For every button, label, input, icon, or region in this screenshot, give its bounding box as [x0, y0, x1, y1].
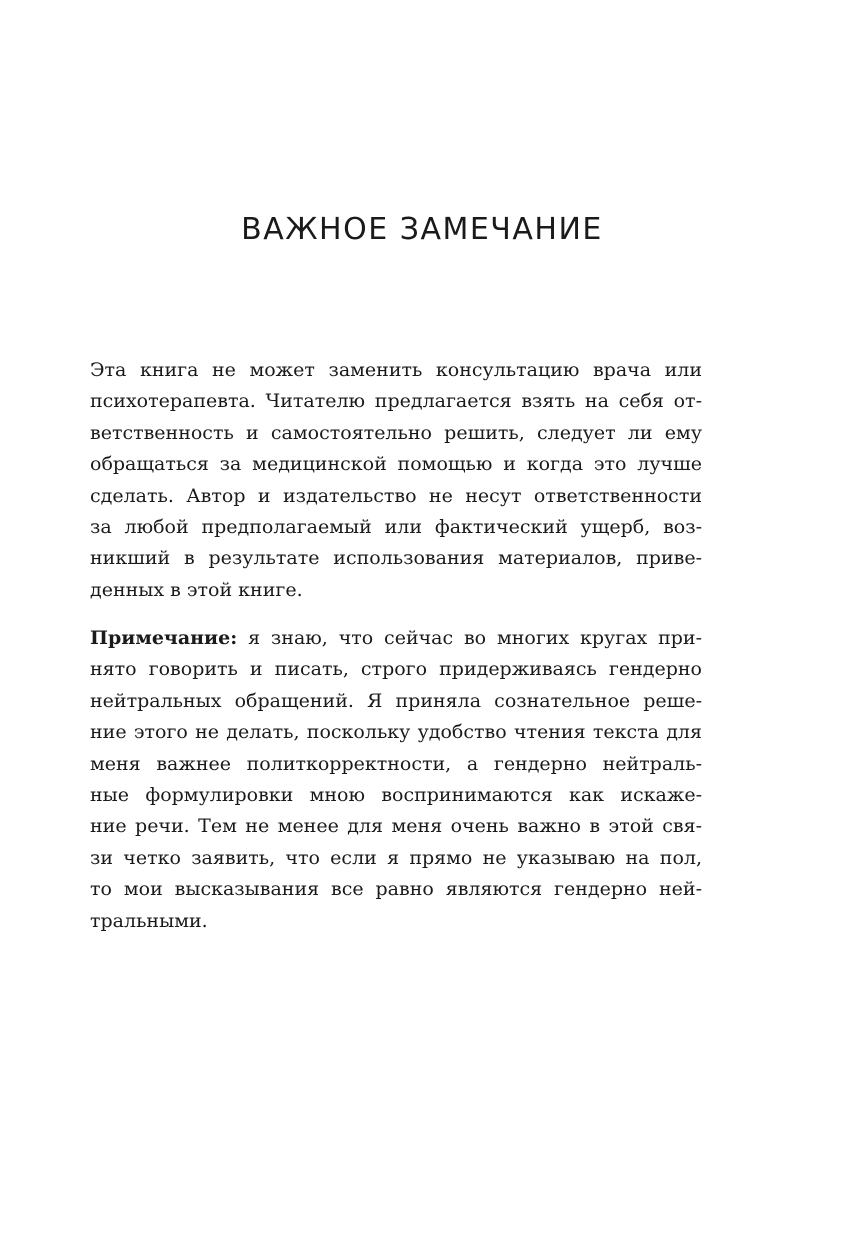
- text-line: меня важнее политкорректности, а гендерно нейтраль-: [90, 752, 702, 775]
- text-line: психотерапевта. Читателю предлагается взять на себя от-: [90, 390, 702, 413]
- text-line: ние речи. Тем не менее для меня очень важно в этой свя-: [90, 815, 702, 838]
- page-title: ВАЖНОЕ ЗАМЕЧАНИЕ: [241, 212, 603, 247]
- text-line: нейтральных обращений. Я приняла сознательное реше-: [90, 689, 702, 712]
- text-line: сделать. Автор и издательство не несут ответственности: [90, 484, 702, 507]
- text-line: зи четко заявить, что если я прямо не указываю на пол,: [90, 846, 702, 869]
- text-line: Эта книга не может заменить консультацию врача или: [90, 359, 702, 381]
- disclaimer-paragraph: [90, 355, 702, 606]
- note-paragraph: [90, 623, 702, 937]
- text-line: ные формулировки мною воспринимаются как искаже-: [90, 784, 702, 807]
- text-line: тральными.: [90, 909, 208, 932]
- text-line: обращаться за медицинской помощью и когда это лучше: [90, 453, 702, 476]
- text-line: за любой предполагаемый или фактический ущерб, воз-: [90, 516, 702, 539]
- text-line: денных в этой книге.: [90, 578, 303, 601]
- note-first-line: [90, 623, 702, 654]
- text-line: нято говорить и писать, строго придерживаясь гендерно: [90, 658, 702, 681]
- text-line: ние этого не делать, поскольку удобство чтения текста для: [90, 721, 702, 744]
- note-label: Примечание:: [90, 627, 238, 649]
- text-line: то мои высказывания все равно являются гендерно ней-: [90, 878, 702, 901]
- note-first-line-text: я знаю, что сейчас во многих кругах при-: [237, 627, 702, 649]
- text-line: никший в результате использования материалов, приве-: [90, 547, 702, 570]
- text-line: ветственность и самостоятельно решить, следует ли ему: [90, 421, 702, 444]
